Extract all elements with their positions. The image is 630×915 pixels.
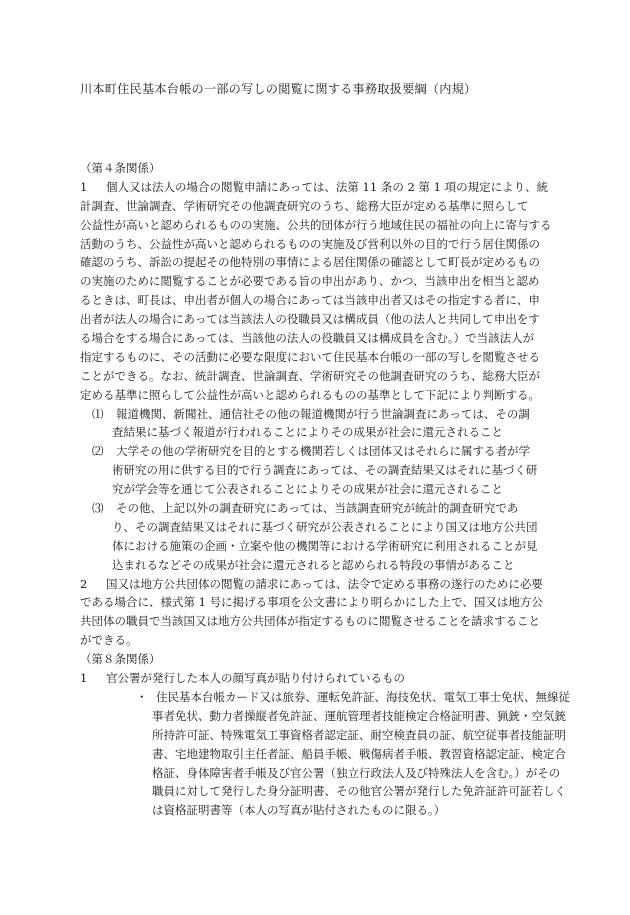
subitem-2-line: ⑵ 大学その他の学術研究を目的とする機関若しくは団体又はそれらに属する者が学	[80, 442, 560, 461]
subitem-1-number: ⑴	[92, 406, 104, 421]
section4-item1-line: 出者が法人の場合にあっては当該法人の役職員又は構成員（他の法人と共同して申出をす	[80, 312, 540, 327]
section4-item1-line: ことができる。なお、統計調査、世論調査、学術研究その他調査研究のうち、総務大臣が	[80, 368, 540, 383]
subitem-1-line: 査結果に基づく報道が行われることによりその成果が社会に還元されること	[112, 425, 503, 440]
section4-item1-line: る場合をする場合にあっては、当該他の法人の役職員又は構成員を含む。）で当該法人が	[80, 331, 535, 346]
section8-bullet-line: 格証、身体障害者手帳及び官公署（独立行政法人及び特殊法人を含む。）がその	[152, 765, 561, 780]
section8-bullet-line: 所持許可証、特殊電気工事資格者認定証、耐空検査員の証、航空従事者技能証明	[152, 727, 566, 742]
section4-item2-number: 2	[80, 576, 88, 591]
section8-bullet-line: 書、宅地建物取引主任者証、船員手帳、戦傷病者手帳、教習資格認定証、検定合	[152, 746, 566, 761]
section8-heading: （第８条関係）	[80, 652, 161, 667]
subitem-3-line: り、その調査結果又はそれに基づく研究が公表されることにより国又は地方公共団	[112, 519, 538, 534]
bullet-mark: ・	[136, 689, 148, 704]
subitem-1-line: ⑴ 報道機関、新聞社、通信社その他の報道機関が行う世論調査にあっては、その調	[80, 405, 560, 424]
subitem-3-number: ⑶	[92, 501, 104, 516]
section4-item1-line: 指定するものに、その活動に必要な限度において住民基本台帳の一部の写しを閲覧させる	[80, 349, 540, 364]
document-title: 川本町住民基本台帳の一部の写しの閲覧に関する事務取扱要綱（内規）	[80, 82, 477, 96]
section4-item1-line: 確認のうち、訴訟の提起その他特別の事情による居住関係の確認として町長が定めるもの	[80, 255, 540, 270]
section4-item1-line: の実施のために閲覧することが必要である旨の申出があり、かつ、当該申出を相当と認め	[80, 274, 540, 289]
section8-bullet-line: 職員に対して発行した身分証明書、その他官公署が発行した免許証許可証若しく	[152, 784, 566, 799]
section8-item1-number: 1	[80, 671, 88, 686]
section4-item2-line: ができる。	[80, 633, 138, 648]
subitem-2-line: 究が学会等を通じて公表されることによりその成果が社会に還元されること	[112, 482, 503, 497]
section4-heading: （第４条関係）	[80, 161, 161, 175]
subitem-2-line: 術研究の用に供する目的で行う調査にあっては、その調査結果又はそれに基づく研	[112, 463, 538, 478]
section4-item1-line: るときは、町長は、申出者が個人の場合にあっては当該申出者又はその指定する者に、申	[80, 293, 540, 308]
section8-item1-line: 1 官公署が発行した本人の顔写真が貼り付けられているもの	[80, 669, 560, 688]
section4-item1-line: 公益性が高いと認められるものの実施、公共的団体が行う地域住民の福祉の向上に寄与する	[80, 217, 552, 232]
subitem-3-line: 込まれるなどその成果が社会に還元されると認められる特段の事情があること	[112, 557, 515, 572]
section4-item1-number: 1	[80, 179, 88, 194]
section4-item1-line: 計調査、世論調査、学術研究その他調査研究のうち、総務大臣が定める基準に照らして	[80, 198, 529, 213]
subitem-3-line: 体における施策の企画・立案や他の機関等における学術研究に利用されることが見	[112, 538, 538, 553]
section4-item2-line: である場合に、様式第 1 号に掲げる事項を公文書により明らかにした上で、国又は地方公	[80, 595, 543, 610]
subitem-3-line: ⑶ その他、上記以外の調査研究にあっては、当該調査研究が統計的調査研究であ	[80, 499, 560, 518]
section4-item2-line: 2 国又は地方公共団体の閲覧の請求にあっては、法令で定める事務の遂行のために必要	[80, 575, 560, 594]
section4-item1-line: 活動のうち、公益性が高いと認められるものの実施及び営利以外の目的で行う居住関係の	[80, 236, 540, 251]
section8-bullet-line: 事者免状、動力者操縦者免許証、運航管理者技能検定合格証明書、猟銃・空気銃	[152, 708, 566, 723]
section4-item1-line: 1 個人又は法人の場合の閲覧申請にあっては、法第 11 条の 2 第 1 項の規定により、統	[80, 178, 560, 197]
subitem-2-number: ⑵	[92, 444, 104, 459]
section8-bullet-line: は資格証明書等（本人の写真が貼付されたものに限る。）	[152, 803, 446, 818]
section4-item1-line: 定める基準に照らして公益性が高いと認められるものの基準として下記により判断する。	[80, 387, 540, 402]
section8-bullet-line: ・ 住民基本台帳カード又は旅券、運転免許証、海技免状、電気工事士免状、無線従	[80, 688, 560, 707]
section4-item2-line: 共団体の職員で当該国又は地方公共団体が指定するものに閲覧させることを請求すること	[80, 614, 540, 629]
document-body	[80, 159, 570, 820]
